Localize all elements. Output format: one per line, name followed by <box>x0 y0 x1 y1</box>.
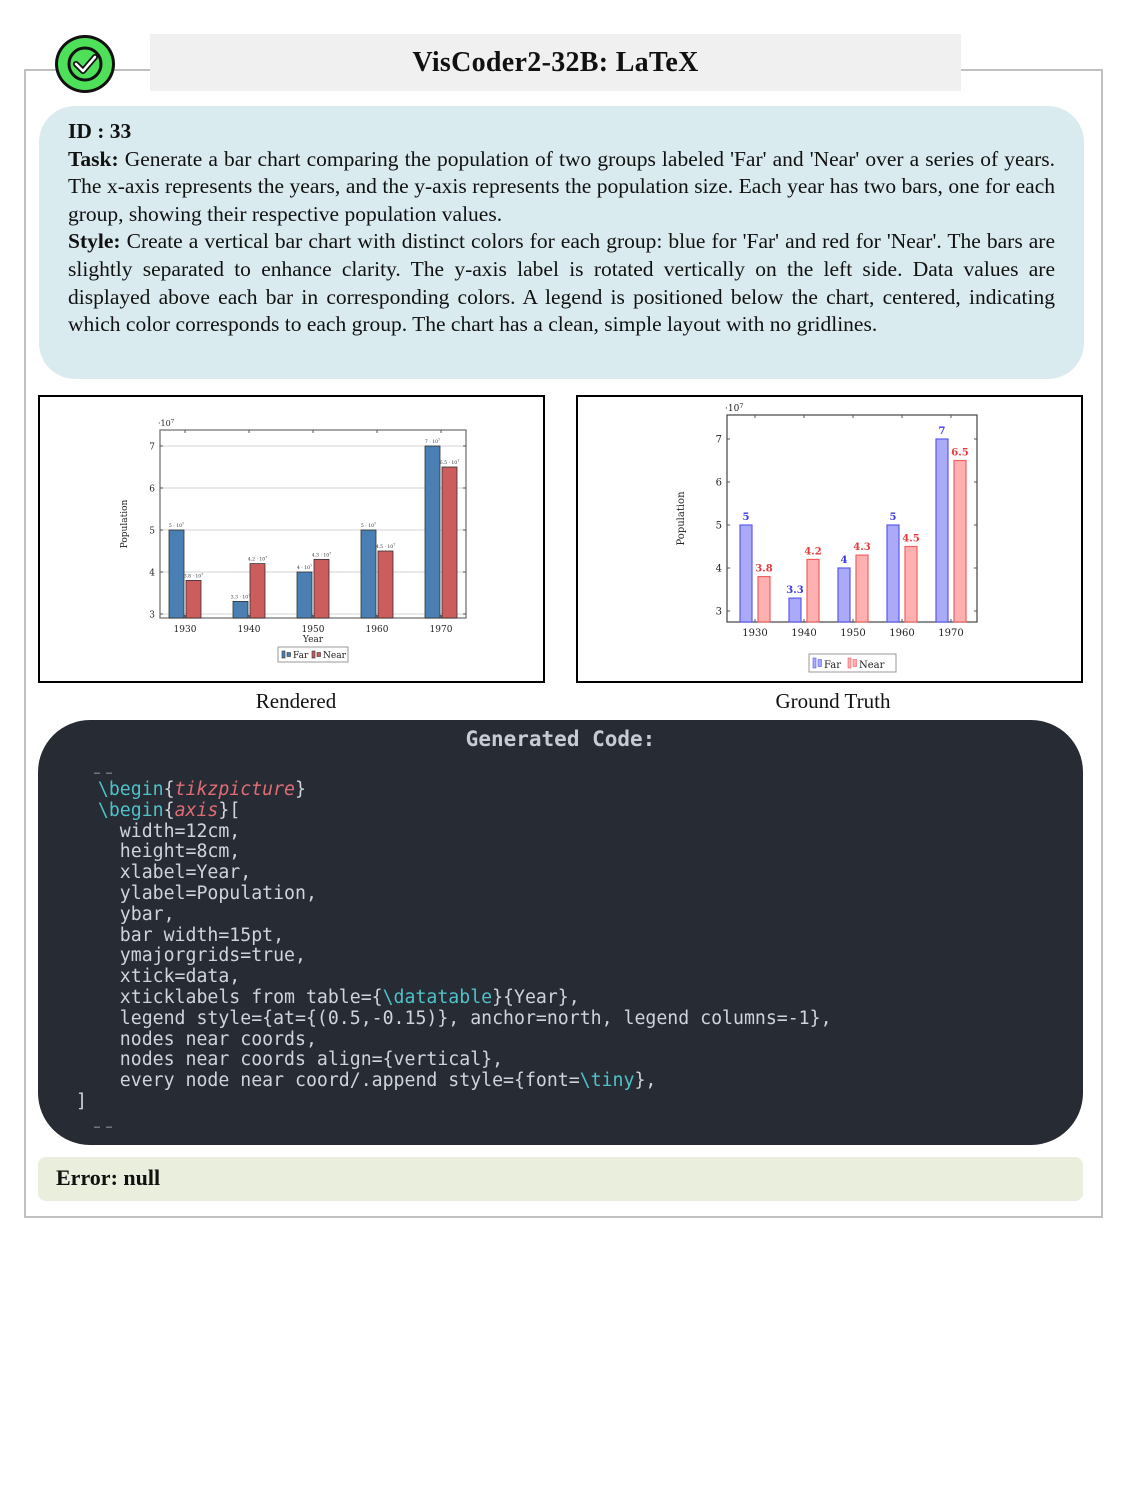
code-line: \begin{tikzpicture} <box>97 779 306 800</box>
rendered-chart-panel <box>38 395 545 683</box>
code-line: width=12cm, <box>76 820 241 842</box>
code-line: legend style={at={(0.5,-0.15)}, anchor=north, legend columns=-1}, <box>76 1007 832 1029</box>
bar-near <box>442 467 457 618</box>
code-line: ylabel=Population, <box>76 882 317 904</box>
legend-swatch-near <box>848 658 851 668</box>
bar-near <box>856 555 868 622</box>
legend-swatch-far <box>813 658 816 668</box>
legend-label-near: Near <box>859 660 885 671</box>
task-description-box <box>39 106 1084 379</box>
style-text: Create a vertical bar chart with distinct colors for each group: blue for 'Far' and red for 'Near'. The bars are slightly separated to enhance clarity. The y-axis label is rotated vertically on the left side. Data values are displayed above each bar in corresponding colors. A legend is positioned below the chart, centered, indicating which color corresponds to each group. The chart has a clean, simple layout with no gridlines. <box>68 229 1055 337</box>
x-tick-label: 1960 <box>365 625 389 635</box>
bar-near <box>250 564 265 618</box>
bar-far <box>936 439 948 622</box>
bar-near <box>378 551 393 618</box>
bar-far <box>361 530 376 618</box>
y-tick-label: 7 <box>715 434 722 446</box>
bar-far <box>233 601 248 618</box>
bar-value-label: 4.5 <box>902 533 920 545</box>
code-line: nodes near coords, <box>76 1028 317 1050</box>
code-line: xtick=data, <box>76 966 241 988</box>
y-tick-label: 3 <box>149 610 155 621</box>
x-tick-label: 1960 <box>889 628 915 639</box>
bar-value-label: $3.8 \cdot 10^7$ <box>183 572 204 580</box>
y-tick-label: 6 <box>715 477 722 489</box>
code-line: ymajorgrids=true, <box>76 945 306 967</box>
bar-value-label: $6.5 \cdot 10^7$ <box>439 459 460 466</box>
bar-value-label: $4 \cdot 10^7$ <box>296 564 313 571</box>
y-tick-label: 4 <box>715 563 722 575</box>
bar-value-label: $5 \cdot 10^7$ <box>360 522 377 529</box>
bar-far <box>297 572 312 618</box>
y-scale-label: $\cdot 10^7$ <box>725 402 744 414</box>
bar-near <box>807 559 819 622</box>
y-tick-label: 5 <box>149 526 155 537</box>
x-tick-label: 1930 <box>173 625 197 635</box>
ground-truth-chart-panel <box>576 395 1083 683</box>
bar-far <box>740 525 752 622</box>
rendered-caption: Rendered <box>255 689 337 713</box>
task-paragraph <box>68 146 1055 229</box>
y-axis-label: Population <box>120 499 130 549</box>
x-tick-label: 1970 <box>429 625 453 635</box>
y-tick-label: 3 <box>715 606 722 618</box>
bar-far <box>169 530 184 618</box>
y-scale-label: $\cdot 10^7$ <box>158 419 175 428</box>
bar-value-label: 4.3 <box>853 542 871 554</box>
code-title: Generated Code: <box>465 727 656 751</box>
style-label: Style: <box>68 229 121 254</box>
code-line: every node near coord/.append style={font=\tiny}, <box>76 1070 657 1092</box>
legend-swatch-near <box>312 651 315 658</box>
y-tick-label: 7 <box>149 442 155 453</box>
code-ellipsis-bottom: … … <box>94 1119 113 1131</box>
x-axis-label: Year <box>302 635 324 645</box>
error-status <box>38 1157 1083 1201</box>
bar-far <box>838 568 850 622</box>
code-line: ] <box>76 1090 87 1112</box>
bar-near <box>758 577 770 622</box>
bar-value-label: 4.2 <box>804 546 822 558</box>
page-title-text: VisCoder2-32B: LaTeX <box>412 46 699 78</box>
y-tick-label: 4 <box>149 568 155 579</box>
code-line: bar width=15pt, <box>76 924 285 946</box>
y-tick-label: 6 <box>149 484 155 495</box>
error-text: Error: null <box>56 1165 161 1190</box>
bar-near <box>186 580 201 618</box>
code-line: ybar, <box>76 903 175 925</box>
task-label: Task: <box>68 146 119 171</box>
code-line: nodes near coords align={vertical}, <box>76 1049 504 1071</box>
bar-value-label: $5 \cdot 10^7$ <box>168 522 185 529</box>
axis-frame <box>160 430 466 618</box>
bar-near <box>314 559 329 618</box>
ground-truth-caption: Ground Truth <box>775 689 891 713</box>
generated-code-panel <box>38 720 1083 1145</box>
bar-value-label: 4 <box>840 555 848 566</box>
bar-value-label: $3.3 \cdot 10^7$ <box>230 593 251 601</box>
code-line: height=8cm, <box>76 841 241 863</box>
bar-far <box>425 446 440 618</box>
bar-near <box>954 461 966 623</box>
style-paragraph <box>68 228 1055 338</box>
bar-near <box>905 547 917 623</box>
check-circle-icon <box>55 35 115 93</box>
x-tick-label: 1950 <box>840 628 866 639</box>
code-line: \begin{axis}[ <box>97 799 241 821</box>
bar-value-label: $4.3 \cdot 10^7$ <box>311 551 332 559</box>
ground-truth-bar-chart <box>578 397 1081 681</box>
x-tick-label: 1970 <box>938 628 964 639</box>
page-title <box>150 34 961 91</box>
x-tick-label: 1950 <box>301 625 325 635</box>
bar-value-label: 5 <box>742 512 750 523</box>
code-listing <box>76 764 832 1139</box>
legend-swatch-far <box>282 651 285 658</box>
code-line: xlabel=Year, <box>76 862 252 884</box>
bar-value-label: 3.3 <box>786 585 804 597</box>
bar-far <box>789 598 801 622</box>
legend-label-far: Far <box>293 651 309 661</box>
task-id: ID : 33 <box>68 119 132 143</box>
legend-label-near: Near <box>323 651 346 661</box>
bar-far <box>887 525 899 622</box>
x-tick-label: 1940 <box>237 625 261 635</box>
bar-value-label: 5 <box>889 512 897 523</box>
y-tick-label: 5 <box>715 520 722 532</box>
bar-value-label: $4.5 \cdot 10^7$ <box>375 543 396 550</box>
task-text: Generate a bar chart comparing the population of two groups labeled 'Far' and 'Near' over a series of years. The x-axis represents the years, and the y-axis represents the population size. Each year has two bars, one for each group, showing their respective population values. <box>68 146 1055 226</box>
bar-value-label: 7 <box>938 426 946 437</box>
rendered-bar-chart <box>40 397 543 681</box>
x-tick-label: 1940 <box>791 628 817 639</box>
bar-value-label: $4.2 \cdot 10^7$ <box>247 555 268 563</box>
bar-value-label: 6.5 <box>951 447 969 459</box>
bar-value-label: $7 \cdot 10^7$ <box>424 438 441 445</box>
x-tick-label: 1930 <box>742 628 768 639</box>
y-axis-label: Population <box>676 491 687 546</box>
code-ellipsis-top: … … <box>94 766 113 777</box>
bar-value-label: 3.8 <box>755 563 773 575</box>
legend-label-far: Far <box>824 660 842 671</box>
code-line: xticklabels from table={\datatable}{Year}, <box>76 986 580 1008</box>
